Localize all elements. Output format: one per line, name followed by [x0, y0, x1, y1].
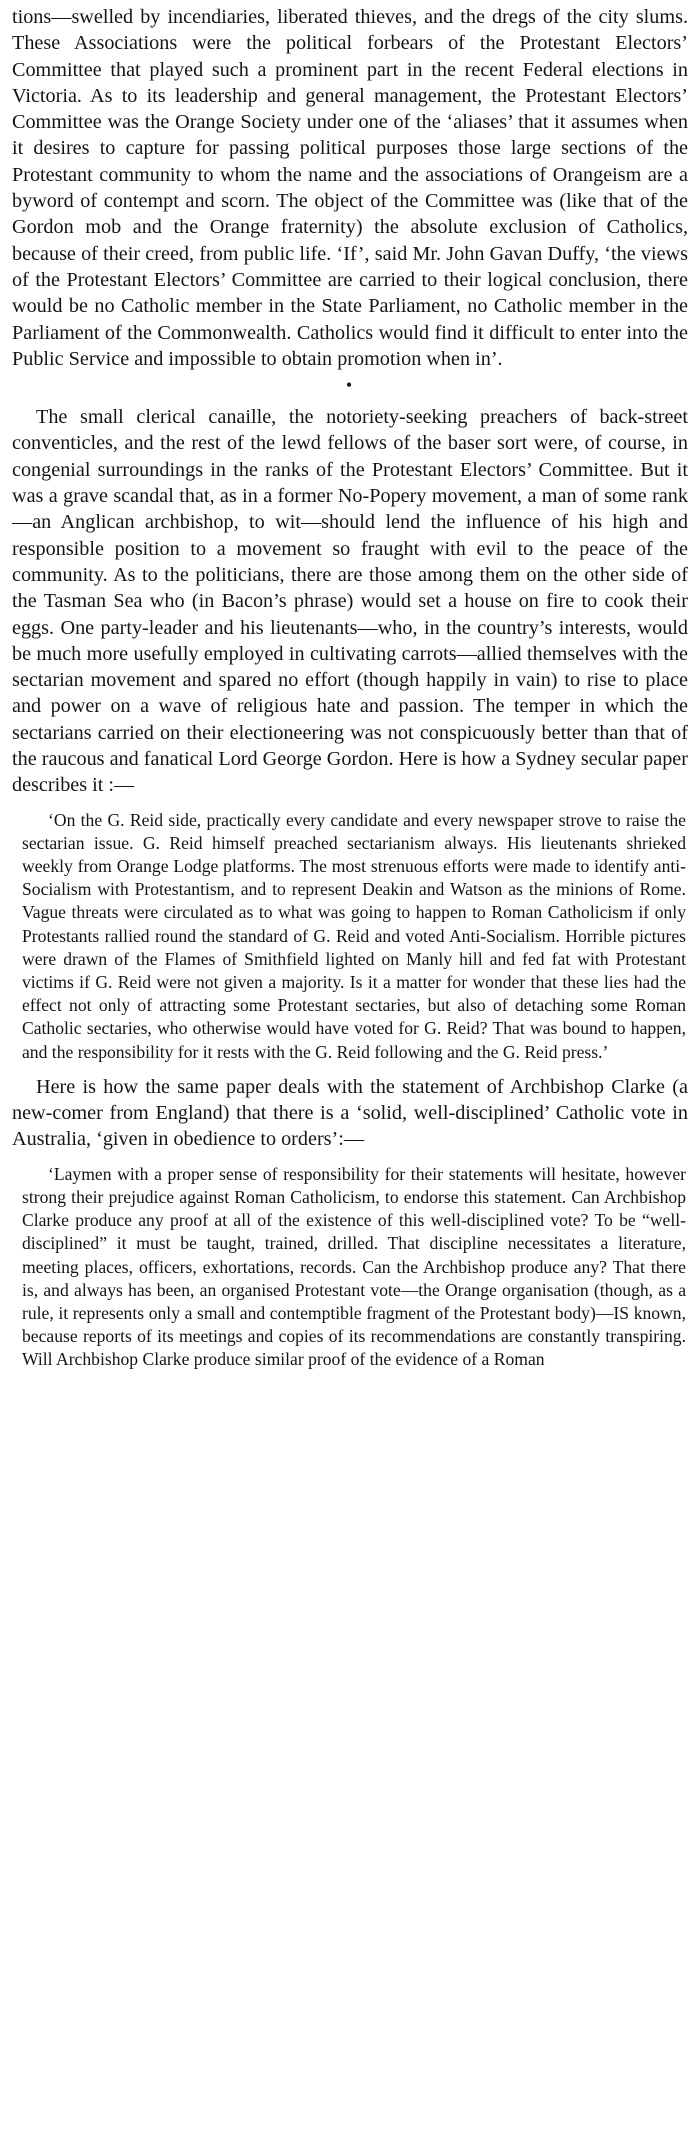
paragraph-clerical-canaille: The small clerical canaille, the notoriety-seeking preachers of back-street conventicles, and the rest of the lewd fellows of the baser sort were, of course, in congenial surroundings in the ranks of the Protestant Electors’ Committee. But it was a grave scandal that, as in a former No-Popery movement, a man of some rank—an Anglican archbishop, to wit—should lend the influence of his high and responsible position to a movement so fraught with evil to the peace of the community. As to the politicians, there are those among them on the other side of the Tasman Sea who (in Bacon’s phrase) would set a house on fire to cook their eggs. One party-leader and his lieutenants—who, in the country’s interests, would be much more usefully employed in cultivating carrots—allied themselves with the sectarian movement and spared no effort (though happily in vain) to rise to place and power on a wave of religious hate and passion. The temper in which the sectarians carried on their electioneering was not conspicuously better than that of the raucous and fanatical Lord George Gordon. Here is how a Sydney secular paper describes it :— — [12, 406, 688, 797]
paragraph-archbishop-clarke-statement: Here is how the same paper deals with the statement of Archbishop Clarke (a new-comer from England) that there is a ‘solid, well-disciplined’ Catholic vote in Australia, ‘given in obedience to orders’:— — [12, 1075, 688, 1151]
section-divider-ornament: • — [345, 375, 355, 396]
quotation-laymen-responsibility: ‘Laymen with a proper sense of responsibility for their statements will hesitate, however strong their prejudice against Roman Catholicism, to endorse this statement. Can Archbishop Clarke produce any proof at all of the existence of this well-disciplined vote? To be “well-disciplined” it must be taught, trained, drilled. That discipline necessitates a literature, meeting places, officers, exhortations, records. Can the Archbishop produce any? That there is, and always has been, an organised Protestant vote—the Orange organisation (though, as a rule, it represents only a small and contemptible fragment of the Protestant body)—IS known, because reports of its meetings and copies of its recommendations are constantly transpiring. Will Archbishop Clarke produce similar proof of the evidence of a Roman — [22, 1163, 686, 1370]
quotation-reid-side: ‘On the G. Reid side, practically every candidate and every newspaper strove to raise the sectarian issue. G. Reid himself preached sectarianism always. His lieutenants shrieked weekly from Orange Lodge platforms. The most strenuous efforts were made to identify anti-Socialism with Protestantism, and to represent Deakin and Watson as the minions of Rome. Vague threats were circulated as to what was going to happen to Roman Catholicism if only Protestants rallied round the standard of G. Reid and voted Anti-Socialism. Horrible pictures were drawn of the Flames of Smithfield lighted on Manly hill and fed fat with Protestant victims if G. Reid were not given a majority. Is it a matter for wonder that these lies had the effect not only of attracting some Protestant sectaries, but also of detaching some Roman Catholic sectaries, who otherwise would have voted for G. Reid? That was bound to happen, and the responsibility for it rests with the G. Reid following and the G. Reid press.’ — [22, 809, 686, 1062]
paragraph-gordon-riots-committee: tions—swelled by incendiaries, liberated thieves, and the dregs of the city slums. These Associations were the political forbears of the Protestant Electors’ Committee that played such a prominent part in the recent Federal elections in Victoria. As to its leadership and general management, the Protestant Electors’ Committee was the Orange Society under one of the ‘aliases’ that it assumes when it desires to capture for passing political purposes those large sections of the Protestant community to whom the name and the associations of Orangeism are a byword of contempt and scorn. The object of the Committee was (like that of the Gordon mob and the Orange fraternity) the absolute exclusion of Catholics, because of their creed, from public life. ‘If’, said Mr. John Gavan Duffy, ‘the views of the Protestant Electors’ Committee are carried to their logical conclusion, there would be no Catholic member in the State Parliament, no Catholic member in the Parliament of the Commonwealth. Catholics would find it difficult to enter into the Public Service and impossible to obtain promotion when in’. — [12, 6, 688, 370]
